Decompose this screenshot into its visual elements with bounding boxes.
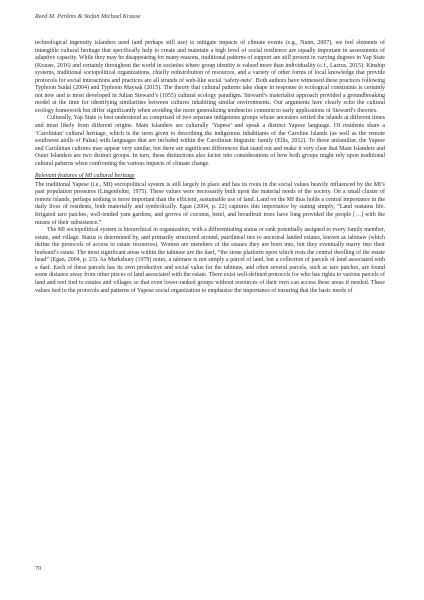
running-header: Reed M. Perkins & Stefan Michael Krause	[35, 13, 141, 20]
page-number: 70	[35, 565, 42, 572]
section-heading: Relevant features of MI cultural heritage	[35, 173, 135, 180]
body-text	[35, 40, 385, 295]
paragraph: Culturally, Yap State is best understood as comprised of two separate indigenous groups whose ancestors settled the islands at different times and most likely from different origins. Main Islanders are culturally ‘Yapese’ and speak a distinct Yapese language. OI residents share a ‘Carolinian’ cultural heritage, which is the term given to describing the indigenous inhabitants of the Caroline Islands (as well as the remote southwest atolls of Palau) with languages that are included within the Carolinian linguistic family (Ellis, 2012). To those unfamiliar, the Yapese and Carolinian cultures may appear very similar, but there are significant differences that stand out and make it very clear that Main Islanders and Outer Islanders are two distinct groups. In turn, these distinctions also factor into considerations of how both groups might rely upon traditional cultural patterns when confronting the various impacts of climate change.	[35, 115, 385, 167]
paragraph: The MI sociopolitical system is hierarchical in organization, with a differentiating status or rank potentially assigned to every family member, estate, and village. Status is determined by, and primarily structured around, patrilineal ties to ancestral landed estates, known as tabinaw (which define the protocols of access to estate resources). Women are members of the estates they are born into, but they eventually marry into their husband’s estate. The most significant areas within the tabinaw are the daef, “the stone platform upon which rests the central dwelling of the estate head” (Egan, 2004, p. 23). As Marksbury (1979) notes, a tabinaw is not simply a parcel of land, but a collection of parcels of land associated with a daef. Each of these parcels has its own productive and social value for the tabinaw, and often several parcels, such as taro patches, are found some distance away from other pieces of land associated with the estate. There exist well-defined protocols for who has rights to various parcels of land and reef tied to estates and villages so that even lower-ranked groups without resources of their own can access these areas if needed. These values tied to the protocols and patterns of Yapese social organization to emphasize the importance of ensuring that the basic needs of	[35, 227, 385, 294]
paragraph: technological ingenuity islanders used (and perhaps still use) to mitigate impacts of climate events (e.g., Nunn, 2007), we feel elements of intangible cultural heritage that specifically help to create and maintain a high level of social resilience are equally important in assessments of adaptive capacity. While they may be disappearing for many reasons, traditional patterns of support are still present in varying degrees in Yap State (Krause, 2016) and certainly throughout the world in societies where group identity is valued more than individuality (c.f., Lazrus, 2015). Kinship systems, traditional sociopolitical organizations, chiefly redistribution of resources, and a variety of other forms of local knowledge that provide protocols for social interactions and practices are all strands of web-like social ‘safety-nets’. Both authors have witnessed these practices following Typhoon Sudal (2004) and Typhoon Maysak (2015). The theory that cultural patterns take shape in response to ecological constraints is certainly not new and is most developed in Julian Steward’s (1955) cultural ecology paradigm. Steward’s materialist approach provided a groundbreaking model at the time for identifying similarities between cultures inhabiting similar environments. Our arguments here clearly echo the cultural ecology framework but differ significantly when avoiding the more generalizing tendencies common to early applications of Steward’s theories.	[35, 40, 385, 114]
paragraph: The traditional Yapese (i.e., MI) sociopolitical system is still largely in place and has its roots in the social values heavily influenced by the MI’s past population pressures (Lingenfelter, 1975). These values were necessarily built upon the material needs of the society. On a small cluster of remote islands, perhaps nothing is more important than the efficient, sustainable use of land. Land on the MI thus holds a central importance in the daily lives of residents, both materially and symbolically. Egan (2004, p. 22) captures this importance by stating simply, “Land sustains life. Irrigated taro patches, well-tended yam gardens, and groves of coconut, betel, and breadfruit trees have long provided the people […] with the means of their subsistence.”	[35, 181, 385, 226]
